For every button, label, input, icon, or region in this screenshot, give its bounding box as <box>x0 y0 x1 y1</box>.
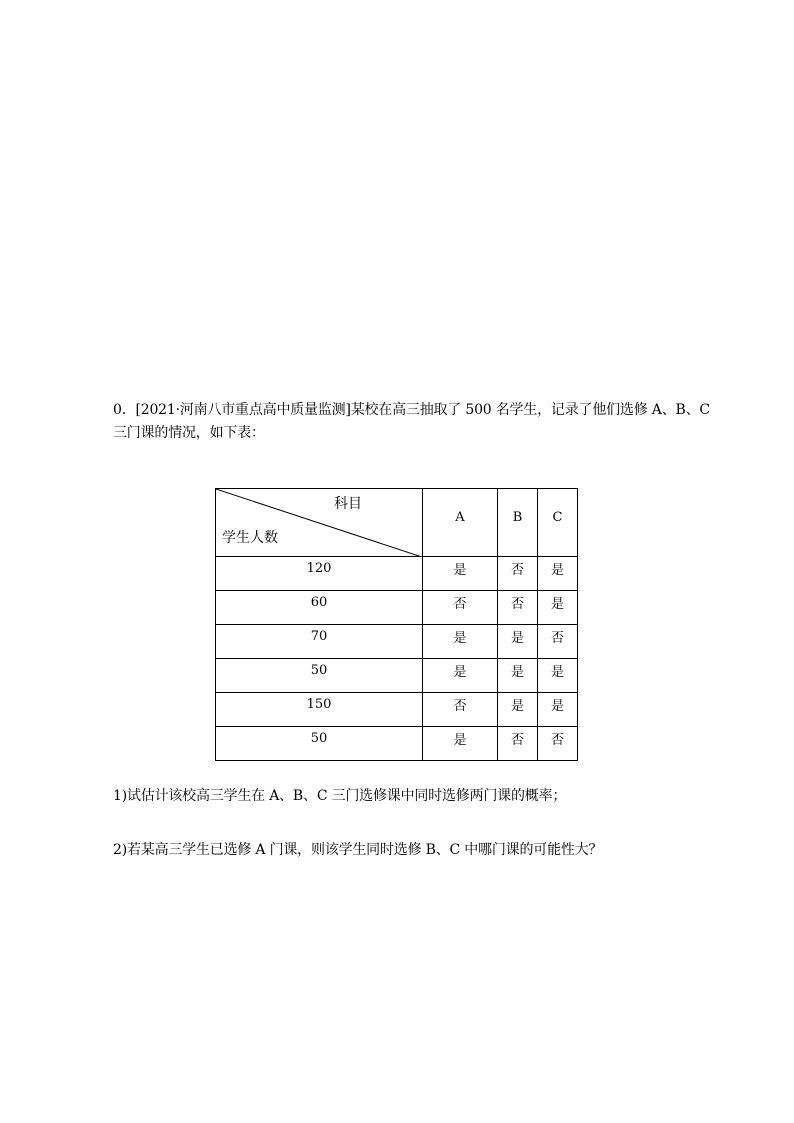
diagonal-header-cell <box>216 489 423 557</box>
course-a-cell: 否 <box>423 693 498 727</box>
header-subject-label: 科目 <box>334 496 362 512</box>
problem-text-line-1: 0．[2021·河南八市重点高中质量监测]某校在高三抽取了 500 名学生，记录了他们选修 A、B、C <box>113 402 710 418</box>
table-header-row <box>216 489 578 557</box>
course-b-cell: 否 <box>498 591 538 625</box>
question-1: 1)试估计该校高三学生在 A、B、C 三门选修课中同时选修两门课的概率； <box>113 788 567 804</box>
column-header-c: C <box>538 489 578 557</box>
course-a-cell: 是 <box>423 659 498 693</box>
table-row <box>216 625 578 659</box>
student-count-cell: 50 <box>216 727 423 761</box>
course-selection-table <box>215 488 578 761</box>
student-count-cell: 120 <box>216 557 423 591</box>
table-row <box>216 727 578 761</box>
course-b-cell: 是 <box>498 659 538 693</box>
student-count-cell: 70 <box>216 625 423 659</box>
course-a-cell: 是 <box>423 727 498 761</box>
course-c-cell: 否 <box>538 625 578 659</box>
course-c-cell: 是 <box>538 591 578 625</box>
course-c-cell: 是 <box>538 693 578 727</box>
course-b-cell: 是 <box>498 625 538 659</box>
problem-text-line-2: 三门课的情况，如下表： <box>113 425 265 441</box>
student-count-cell: 60 <box>216 591 423 625</box>
table-row <box>216 591 578 625</box>
course-b-cell: 否 <box>498 557 538 591</box>
table-row <box>216 557 578 591</box>
student-count-cell: 50 <box>216 659 423 693</box>
column-header-a: A <box>423 489 498 557</box>
table-row <box>216 693 578 727</box>
course-c-cell: 是 <box>538 557 578 591</box>
table-row <box>216 659 578 693</box>
course-b-cell: 是 <box>498 693 538 727</box>
question-2: 2)若某高三学生已选修 A 门课，则该学生同时选修 B、C 中哪门课的可能性大？ <box>113 842 603 858</box>
header-student-count-label: 学生人数 <box>222 530 278 546</box>
course-a-cell: 否 <box>423 591 498 625</box>
course-a-cell: 是 <box>423 557 498 591</box>
course-a-cell: 是 <box>423 625 498 659</box>
course-b-cell: 否 <box>498 727 538 761</box>
course-c-cell: 是 <box>538 659 578 693</box>
column-header-b: B <box>498 489 538 557</box>
course-c-cell: 否 <box>538 727 578 761</box>
student-count-cell: 150 <box>216 693 423 727</box>
